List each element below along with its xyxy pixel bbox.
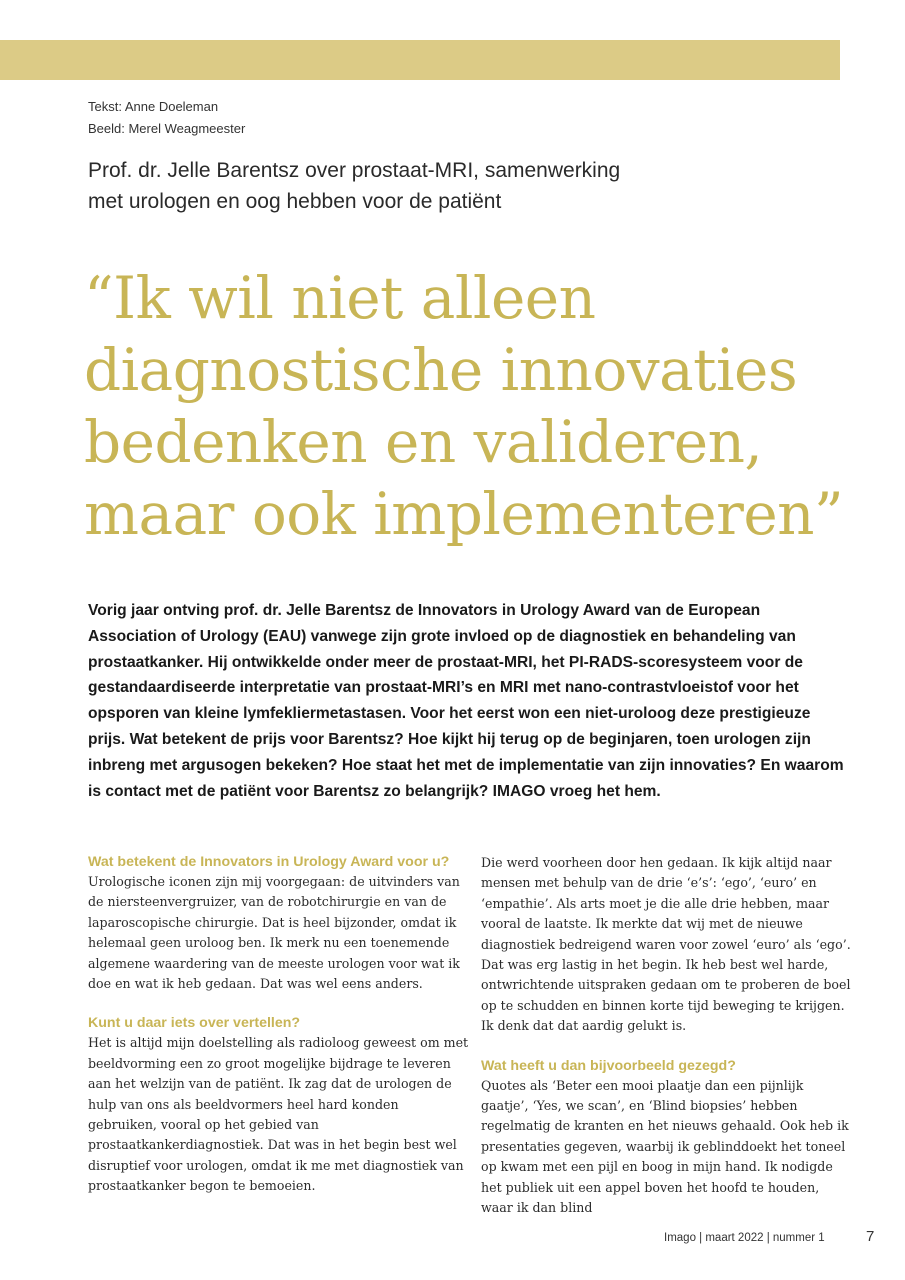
page-number: 7 [866, 1228, 875, 1245]
headline-line-3: bedenken en valideren, [84, 408, 763, 476]
answer-paragraph-2-continued: Die werd voorheen door hen gedaan. Ik kijk altijd naar mensen met behulp van de drie ‘e’s’: ‘ego’, ‘euro’ en ‘empathie’. Als arts moet je die alle drie hebben, maar vooral de laatste. Ik merkte dat wij met de nieuwe diagnostiek bedreigend waren voor zowel ‘euro’ als ‘ego’. Dat was erg lastig in het begin. Ik heb best wel harde, ontwrichtende uitspraken gedaan om te proberen de boel op te schudden en binnen korte tijd beweging te krijgen. [481, 855, 851, 1013]
image-credit: Beeld: Merel Weagmeester [88, 121, 246, 136]
intro-paragraph: Vorig jaar ontving prof. dr. Jelle Barentsz de Innovators in Urology Award van de European Association of Urology (EAU) vanwege zijn grote invloed op de diagnostiek en behandeling van prostaatkanker. Hij ontwikkelde onder meer de prostaat-MRI, het PI-RADS-scoresysteem voor de gestandaardiseerde interpretatie van prostaat-MRI’s en MRI met nano-contrastvloeistof voor het opsporen van kleine lymfekliermetastasen. Voor het eerst won een niet-uroloog deze prestigieuze prijs. Wat betekent de prijs voor Barentsz? Hoe kijkt hij terug op de beginjaren, toen urologen zijn inbreng met argusogen bekeken? Hoe staat het met de implementatie van zijn innovaties? En waarom is contact met de patiënt voor Barentsz zo belangrijk? IMAGO vroeg het hem. [88, 602, 844, 800]
top-accent-bar [0, 40, 840, 80]
answer-paragraph-3: Quotes als ‘Beter een mooi plaatje dan een pijnlijk gaatje’, ‘Yes, we scan’, en ‘Blind biopsies’ hebben regelmatig de kranten en het nieuws gehaald. Ook heb ik presentaties gegeven, waarbij ik geblinddoekt het toneel op kwam met een pijl en boog in mijn hand. Ik nodigde het publiek uit een appel boven het hoofd te houden, waar ik dan blind [481, 1077, 849, 1216]
question-heading-2: Kunt u daar iets over vertellen? [88, 1015, 301, 1032]
footer-issue-info: Imago | maart 2022 | nummer 1 [664, 1232, 825, 1244]
question-heading-3: Wat heeft u dan bijvoorbeeld gezegd? [481, 1057, 736, 1074]
headline-line-1: “Ik wil niet alleen [84, 264, 596, 332]
body-column-left [88, 853, 470, 1197]
answer-paragraph-2-end: Ik denk dat dat aardig gelukt is. [481, 1018, 687, 1034]
subtitle-line-1: Prof. dr. Jelle Barentsz over prostaat-MRI, samenwerking [88, 159, 621, 182]
question-heading-1: Wat betekent de Innovators in Urology Award voor u? [88, 854, 450, 870]
text-credit: Tekst: Anne Doeleman [88, 99, 219, 114]
headline-line-4: maar ook implementeren” [84, 480, 844, 548]
headline-line-2: diagnostische innovaties [84, 336, 798, 404]
answer-paragraph-2: Het is altijd mijn doelstelling als radioloog geweest om met beeldvorming een zo groot mogelijke bijdrage te leveren aan het welzijn van de patiënt. Ik zag dat de urologen de hulp van ons als beeldvormers heel hard konden gebruiken, vooral op het gebied van prostaatkankerdiagnostiek. Dat was in het begin best wel disruptief voor urologen, omdat ik me met diagnostiek van prostaatkanker begon te bemoeien. [88, 1035, 469, 1194]
answer-paragraph-1: Urologische iconen zijn mij voorgegaan: de uitvinders van de niersteenvergruizer, van de robotchirurgie en van de laparoscopische chirurgie. Dat is heel bijzonder, omdat ik helemaal geen uroloog ben. Ik merk nu een toenemende algemene waardering van de meeste urologen voor wat ik doe en wat ik heb gedaan. Dat was wel eens anders. [88, 874, 460, 992]
article-headline [84, 262, 874, 550]
credits [88, 96, 245, 140]
subtitle-line-2: met urologen en oog hebben voor de patiënt [88, 190, 502, 213]
body-column-right [481, 853, 853, 1219]
article-subtitle [88, 155, 808, 217]
